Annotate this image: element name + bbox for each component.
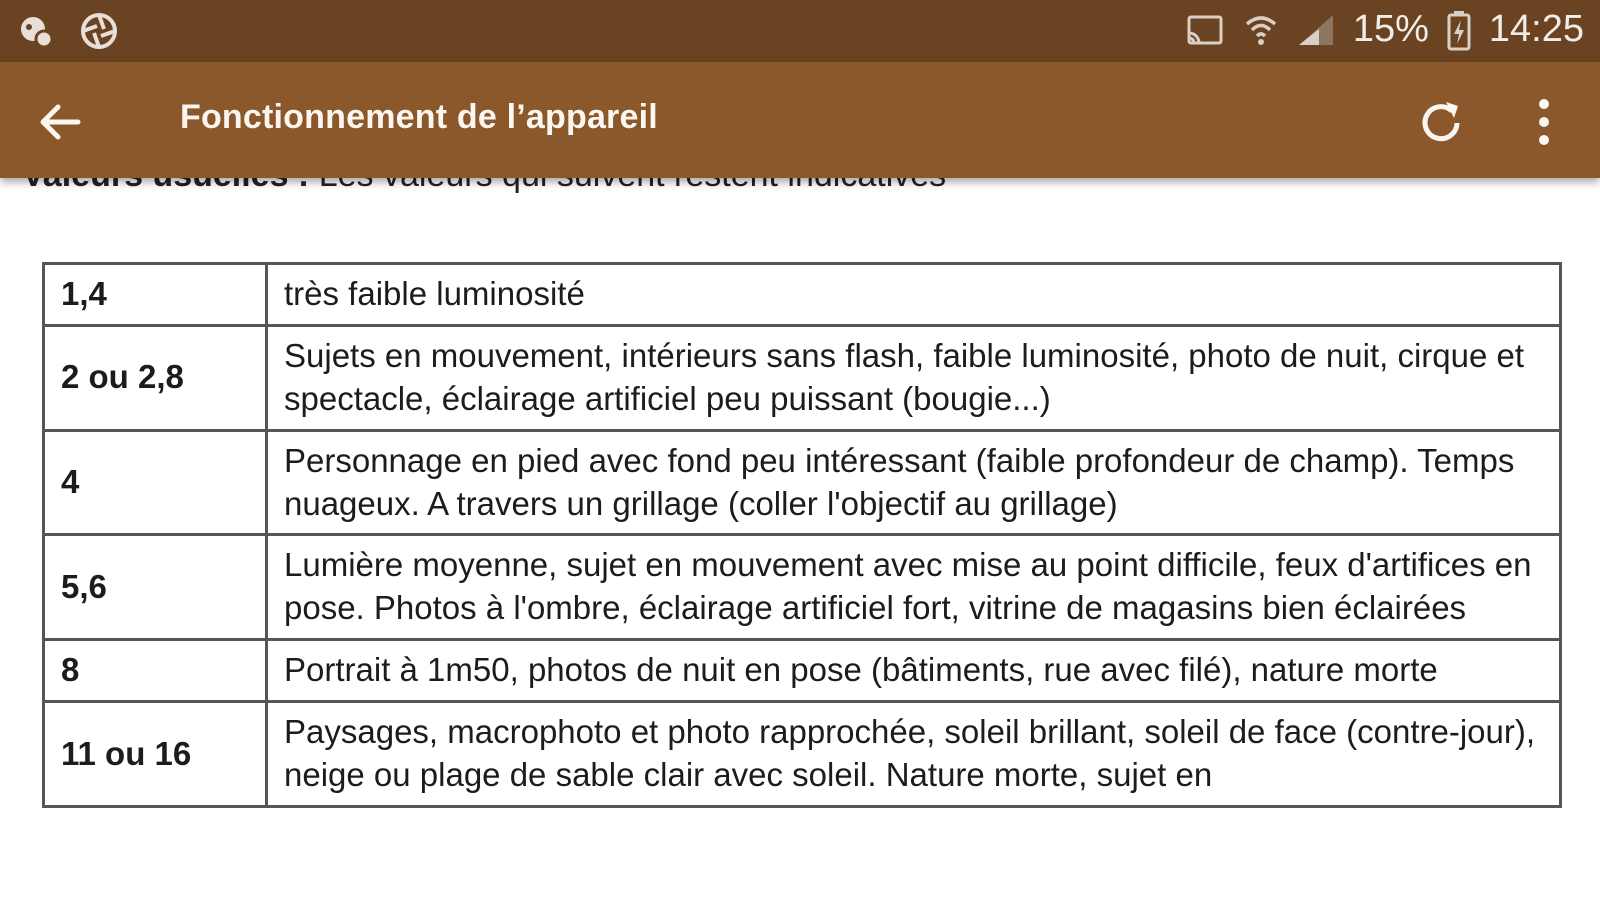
overflow-menu-button[interactable]: [1524, 94, 1564, 150]
aperture-value: 8: [44, 640, 267, 702]
status-left: [18, 12, 118, 50]
table-row: [44, 702, 1561, 807]
wifi-icon: [1243, 12, 1279, 48]
aperture-description: Sujets en mouvement, intérieurs sans flash, faible luminosité, photo de nuit, cirque et spectacle, éclairage artificiel peu puissant (bougie...): [267, 325, 1561, 430]
aperture-value: 5,6: [44, 535, 267, 640]
aperture-value: 2 ou 2,8: [44, 325, 267, 430]
aperture-description: Lumière moyenne, sujet en mouvement avec mise au point difficile, feux d'artifices en pose. Photos à l'ombre, éclairage artificiel fort, vitrine de magasins bien éclairées: [267, 535, 1561, 640]
aperture-value: 11 ou 16: [44, 702, 267, 807]
battery-percent: 15%: [1352, 8, 1429, 50]
page-title: Fonctionnement de l’appareil: [180, 98, 658, 136]
refresh-icon: [1416, 98, 1466, 148]
cast-icon: [1185, 13, 1225, 47]
app-bar: [0, 62, 1600, 178]
more-vert-icon: [1524, 94, 1564, 150]
clock: 14:25: [1488, 8, 1584, 50]
signal-icon: [1297, 13, 1335, 47]
aperture-description: très faible luminosité: [267, 264, 1561, 326]
table-row: [44, 325, 1561, 430]
refresh-button[interactable]: [1416, 98, 1466, 148]
aperture-icon: [80, 12, 118, 50]
table-row: [44, 640, 1561, 702]
notification-icon: [18, 13, 54, 49]
aperture-description: Portrait à 1m50, photos de nuit en pose (bâtiments, rue avec filé), nature morte: [267, 640, 1561, 702]
aperture-value: 4: [44, 430, 267, 535]
document-content[interactable]: [0, 178, 1600, 900]
battery-icon: [1447, 10, 1471, 50]
back-button[interactable]: [36, 98, 84, 146]
aperture-description: Personnage en pied avec fond peu intéressant (faible profondeur de champ). Temps nuageux. A travers un grillage (coller l'objectif au grillage): [267, 430, 1561, 535]
status-bar: [0, 0, 1600, 62]
table-row: [44, 264, 1561, 326]
aperture-value: 1,4: [44, 264, 267, 326]
table-row: [44, 535, 1561, 640]
status-right: [1185, 8, 1584, 51]
aperture-table: [42, 262, 1562, 808]
aperture-description: Paysages, macrophoto et photo rapprochée, soleil brillant, soleil de face (contre-jour), neige ou plage de sable clair avec soleil. Nature morte, sujet en: [267, 702, 1561, 807]
back-arrow-icon: [36, 98, 84, 146]
table-row: [44, 430, 1561, 535]
